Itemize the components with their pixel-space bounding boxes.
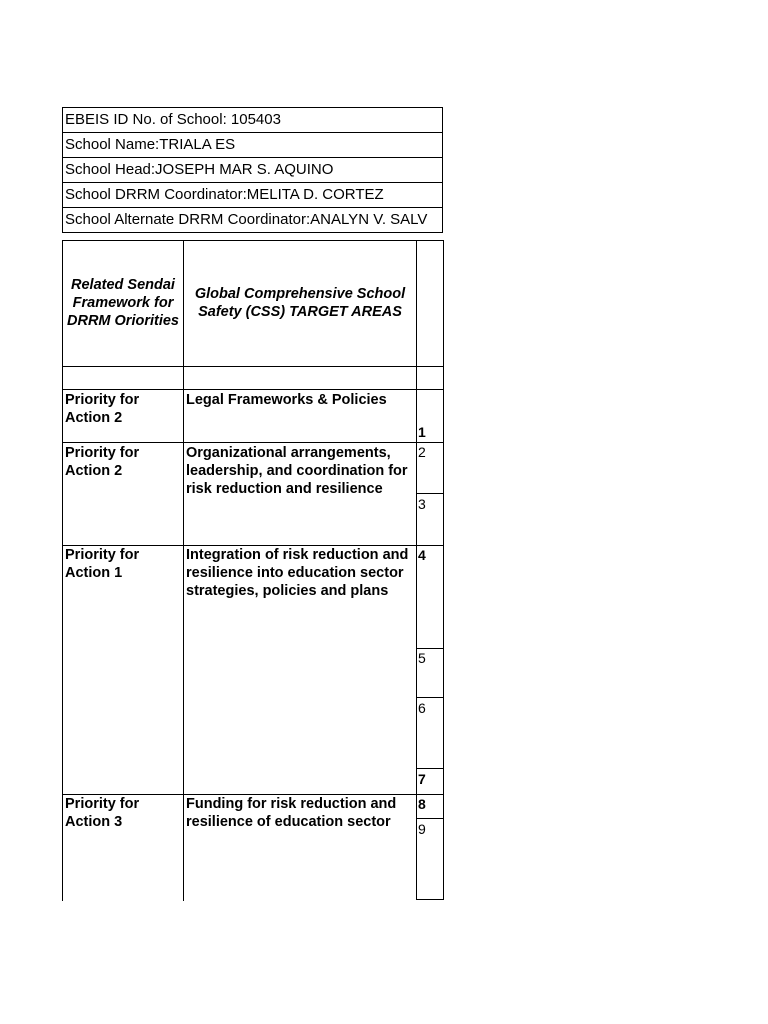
ebeis-id-row: EBEIS ID No. of School: 105403 [62, 107, 443, 132]
grid-line [416, 493, 444, 494]
grid-line [62, 240, 63, 901]
grid-line [416, 648, 444, 649]
grid-line [443, 240, 444, 900]
grid-line [62, 442, 444, 443]
alternate-coordinator-row: School Alternate DRRM Coordinator:ANALYN V. SALV [62, 207, 443, 233]
item-number: 5 [418, 650, 426, 666]
grid-line [62, 366, 444, 367]
header-sendai-framework: Related Sendai Framework for DRRM Oriorities [67, 277, 179, 329]
row-1-area: Legal Frameworks & Policies [186, 392, 387, 408]
item-number: 8 [418, 796, 426, 812]
item-number: 3 [418, 496, 426, 512]
row-2-area: Organizational arrangements, leadership, and coordination for risk reduction and resilience [186, 445, 408, 497]
item-number: 9 [418, 821, 426, 837]
school-name-row: School Name:TRIALA ES [62, 132, 443, 157]
school-head-row: School Head:JOSEPH MAR S. AQUINO [62, 157, 443, 182]
row-4-area: Funding for risk reduction and resilience of education sector [186, 796, 397, 830]
row-1-priority: Priority for Action 2 [65, 392, 140, 426]
grid-line [416, 818, 444, 819]
item-number: 6 [418, 700, 426, 716]
item-number: 2 [418, 444, 426, 460]
grid-line [183, 240, 184, 901]
grid-line [416, 240, 417, 900]
grid-line [62, 240, 444, 241]
item-number: 4 [418, 547, 426, 563]
row-2-priority: Priority for Action 2 [65, 445, 140, 479]
grid-line [416, 899, 444, 900]
row-3-priority: Priority for Action 1 [65, 547, 140, 581]
item-number: 7 [418, 771, 426, 787]
item-number: 1 [418, 424, 426, 440]
drrm-coordinator-row: School DRRM Coordinator:MELITA D. CORTEZ [62, 182, 443, 207]
grid-line [416, 768, 444, 769]
row-3-area: Integration of risk reduction and resilience into education sector strategies, policies and plans [186, 547, 409, 599]
grid-line [62, 389, 444, 390]
row-4-priority: Priority for Action 3 [65, 796, 140, 830]
grid-line [416, 697, 444, 698]
header-css-target-areas: Global Comprehensive School Safety (CSS) TARGET AREAS [194, 286, 406, 320]
